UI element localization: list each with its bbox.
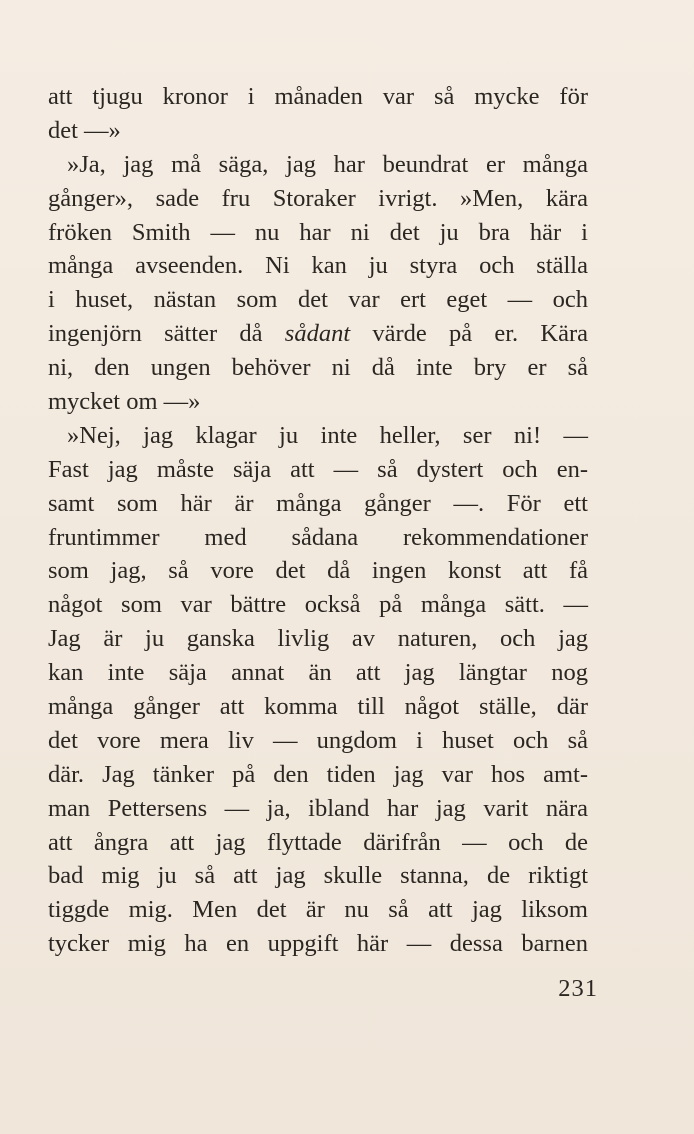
text-line: mycket om —» — [48, 388, 201, 416]
text-line: bad mig ju så att jag skulle stanna, de riktigt — [48, 862, 588, 890]
text-line: Jag är ju ganska livlig av naturen, och jag — [48, 625, 588, 653]
text-line: »Nej, jag klagar ju inte heller, ser ni! — — [67, 421, 588, 449]
text-line: fruntimmer med sådana rekommendationer — [48, 523, 588, 551]
text-line: ni, den ungen behöver ni då inte bry er så — [48, 354, 588, 382]
page-number: 231 — [558, 975, 598, 1002]
text-line: att ångra att jag flyttade därifrån — och de — [48, 828, 588, 856]
text-line: Fast jag måste säja att — så dystert och en- — [48, 455, 588, 483]
text-line: som jag, så vore det då ingen konst att få — [48, 557, 588, 585]
text-segment: ingenjörn sätter då — [48, 320, 285, 348]
text-line: det vore mera liv — ungdom i huset och så — [48, 726, 588, 754]
text-line: gånger», sade fru Storaker ivrigt. »Men, kära — [48, 184, 588, 212]
text-line: där. Jag tänker på den tiden jag var hos amt- — [48, 760, 588, 788]
text-line: många avseenden. Ni kan ju styra och ställa — [48, 252, 588, 280]
text-line — [48, 317, 588, 351]
text-line: kan inte säja annat än att jag längtar nog — [48, 659, 588, 687]
text-line: många gånger att komma till något ställe, där — [48, 693, 588, 721]
text-line: fröken Smith — nu har ni det ju bra här i — [48, 218, 588, 246]
text-segment: värde på er. Kära — [350, 320, 588, 348]
emphasized-word: sådant — [284, 320, 351, 348]
body-text — [48, 80, 588, 961]
text-line: att tjugu kronor i månaden var så mycke för — [48, 83, 588, 110]
text-line: »Ja, jag må säga, jag har beundrat er många — [67, 150, 588, 178]
text-line: det —» — [48, 116, 121, 144]
text-line: något som var bättre också på många sätt. — — [48, 591, 588, 619]
text-line: i huset, nästan som det var ert eget — och — [48, 286, 588, 314]
text-line: samt som här är många gånger —. För ett — [48, 489, 588, 517]
text-line: tycker mig ha en uppgift här — dessa barnen — [48, 930, 588, 958]
text-line: tiggde mig. Men det är nu så att jag liksom — [48, 896, 588, 924]
text-line: man Pettersens — ja, ibland har jag varit nära — [48, 794, 588, 822]
